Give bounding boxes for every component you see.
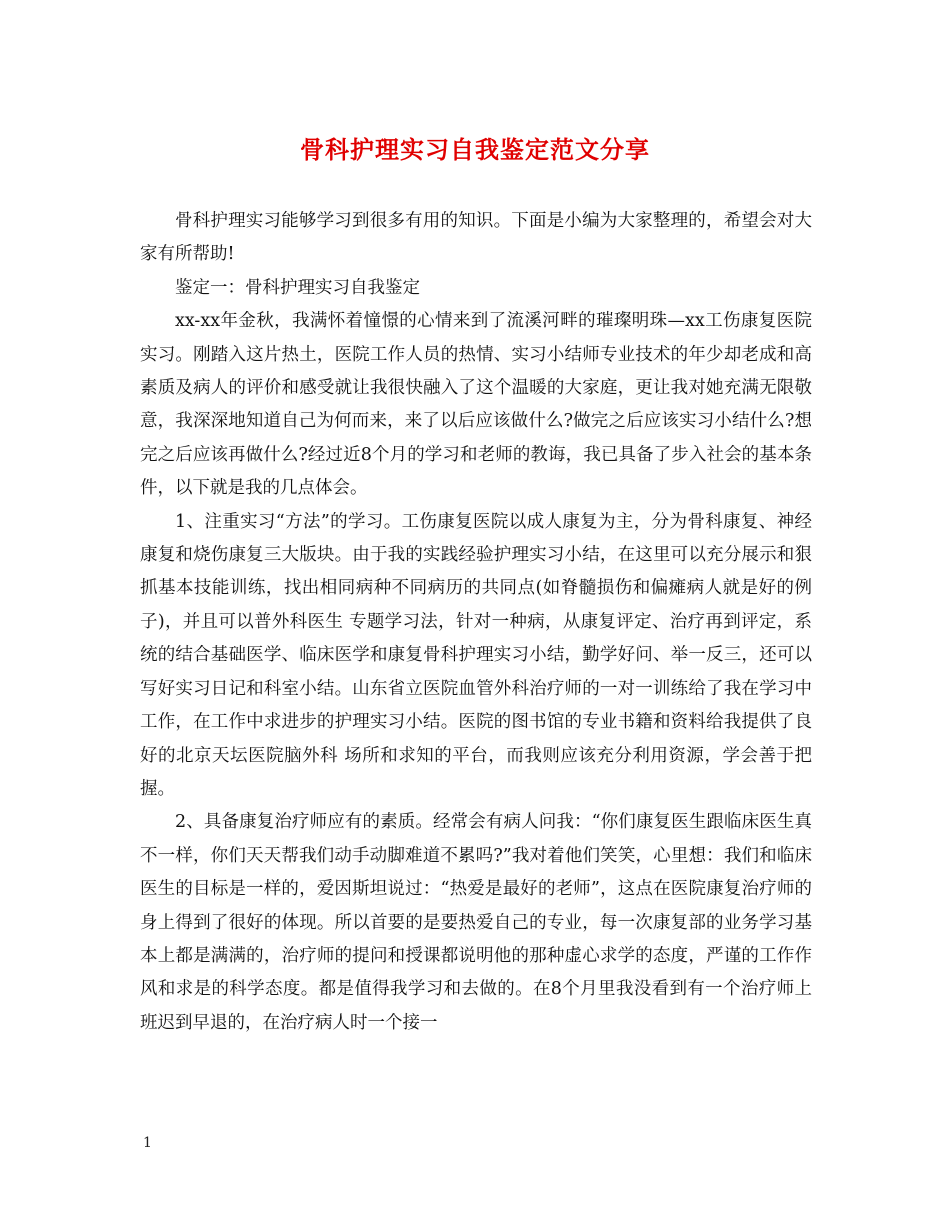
document-title: 骨科护理实习自我鉴定范文分享	[300, 135, 650, 164]
section-heading: 鉴定一：骨科护理实习自我鉴定	[175, 277, 420, 298]
paragraph: xx-xx年金秋，我满怀着憧憬的心情来到了流溪河畔的璀璨明珠—xx工伤康复医院实习。刚踏入这片热土，医院工作人员的热情、实习小结师专业技术的年少却老成和高素质及病人的评价和感受就让我很快融入了这个温暖的大家庭，更让我对她充满无限敬意，我深深地知道自己为何而来，来了以后应该做什么?做完之后应该实习小结什么?想完之后应该再做什么?经过近8个月的学习和老师的教诲，我已具备了步入社会的基本条件，以下就是我的几点体会。	[140, 311, 812, 499]
paragraph-intro: 骨科护理实习能够学习到很多有用的知识。下面是小编为大家整理的，希望会对大家有所帮助!	[140, 211, 812, 265]
paragraph: 1、注重实习“方法”的学习。工伤康复医院以成人康复为主，分为骨科康复、神经康复和烧伤康复三大版块。由于我的实践经验护理实习小结，在这里可以充分展示和狠抓基本技能训练，找出相同病种不同病历的共同点(如脊髓损伤和偏瘫病人就是好的例子)，并且可以普外科医生 专题学习法，针对一种病，从康复评定、治疗再到评定，系统的结合基础医学、临床医学和康复骨科护理实习小结，勤学好问、举一反三，还可以写好实习日记和科室小结。山东省立医院血管外科治疗师的一对一训练给了我在学习中工作，在工作中求进步的护理实习小结。医院的图书馆的专业书籍和资料给我提供了良好的北京天坛医院脑外科 场所和求知的平台，而我则应该充分利用资源，学会善于把握。	[140, 511, 812, 799]
page-number: 1	[143, 1135, 152, 1151]
document-body	[140, 205, 812, 1040]
paragraph: 2、具备康复治疗师应有的素质。经常会有病人问我：“你们康复医生跟临床医生真不一样，你们天天帮我们动手动脚难道不累吗?”我对着他们笑笑，心里想：我们和临床医生的目标是一样的，爱因斯坦说过：“热爱是最好的老师”，这点在医院康复治疗师的身上得到了很好的体现。所以首要的是要热爱自己的专业，每一次康复部的业务学习基本上都是满满的，治疗师的提问和授课都说明他的那种虚心求学的态度，严谨的工作作风和求是的科学态度。都是值得我学习和去做的。在8个月里我没看到有一个治疗师上班迟到早退的，在治疗病人时一个接一	[140, 812, 812, 1033]
